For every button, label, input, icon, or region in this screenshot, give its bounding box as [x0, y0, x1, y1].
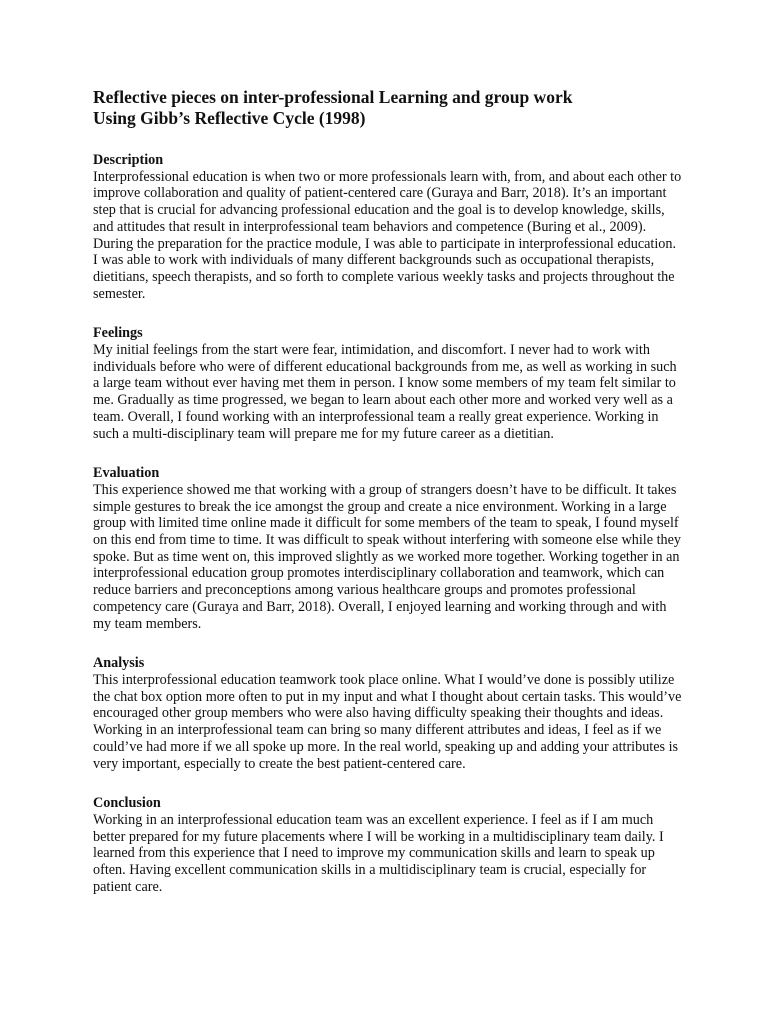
section-body: This interprofessional education teamwork took place online. What I would’ve done is possibly utilize the chat box option more often to put in my input and what I thought about certain tasks. This would’ve encouraged other group members who were also having difficulty speaking their thoughts and ideas. Working in an interprofessional team can bring so many different attributes and ideas, I feel as if we could’ve had more if we all spoke up more. In the real world, speaking up and adding your attributes is very important, especially to create the best patient-centered care.: [93, 671, 682, 772]
section-body: This experience showed me that working with a group of strangers doesn’t have to be difficult. It takes simple gestures to break the ice amongst the group and create a nice environment. Working in a large group with limited time online made it difficult for some members of the team to speak, I found myself on this end from time to time. It was difficult to speak without interfering with someone else while they spoke. But as time went on, this improved slightly as we worked more together. Working together in an interprofessional education group promotes interdisciplinary collaboration and teamwork, which can reduce barriers and preconceptions among various healthcare groups and promotes professional competency care (Guraya and Barr, 2018). Overall, I enjoyed learning and working through and with my team members.: [93, 481, 682, 632]
section-heading: Conclusion: [93, 795, 161, 812]
section-feelings: [93, 325, 683, 442]
section-body: Working in an interprofessional education team was an excellent experience. I feel as if I am much better prepared for my future placements where I will be working in a multidisciplinary team daily. I learned from this experience that I need to improve my communication skills and learn to speak up often. Having excellent communication skills in a multidisciplinary team is crucial, especially for patient care.: [93, 811, 664, 895]
document-title: [93, 87, 683, 129]
section-body: My initial feelings from the start were fear, intimidation, and discomfort. I never had to work with individuals before who were of different educational backgrounds from me, as well as working in such a large team without ever having met them in person. I know some members of my team felt similar to me. Gradually as time progressed, we began to learn about each other more and worked very well as a team. Overall, I found working with an interprofessional team a really great experience. Working in such a multi-disciplinary team will prepare me for my future career as a dietitian.: [93, 342, 677, 442]
section-heading: Analysis: [93, 655, 145, 672]
section-body: Interprofessional education is when two or more professionals learn with, from, and about each other to improve collaboration and quality of patient-centered care (Guraya and Barr, 2018). It’s an important step that is crucial for advancing professional education and the goal is to develop knowledge, skills, and attitudes that result in interprofessional team behaviors and competence (Buring et al., 2009). During the preparation for the practice module, I was able to participate in interprofessional education. I was able to work with individuals of many different backgrounds such as occupational therapists, dietitians, speech therapists, and so forth to complete various weekly tasks and projects throughout the semester.: [93, 168, 682, 302]
section-heading: Evaluation: [93, 465, 160, 482]
section-evaluation: [93, 465, 683, 632]
section-conclusion: [93, 795, 683, 895]
section-heading: Feelings: [93, 325, 143, 342]
title-line-2: Using Gibb’s Reflective Cycle (1998): [93, 108, 366, 128]
section-heading: Description: [93, 152, 164, 168]
section-description: [93, 152, 683, 302]
title-line-1: Reflective pieces on inter-professional Learning and group work: [93, 87, 573, 107]
document-page: [93, 87, 683, 895]
section-analysis: [93, 655, 683, 772]
